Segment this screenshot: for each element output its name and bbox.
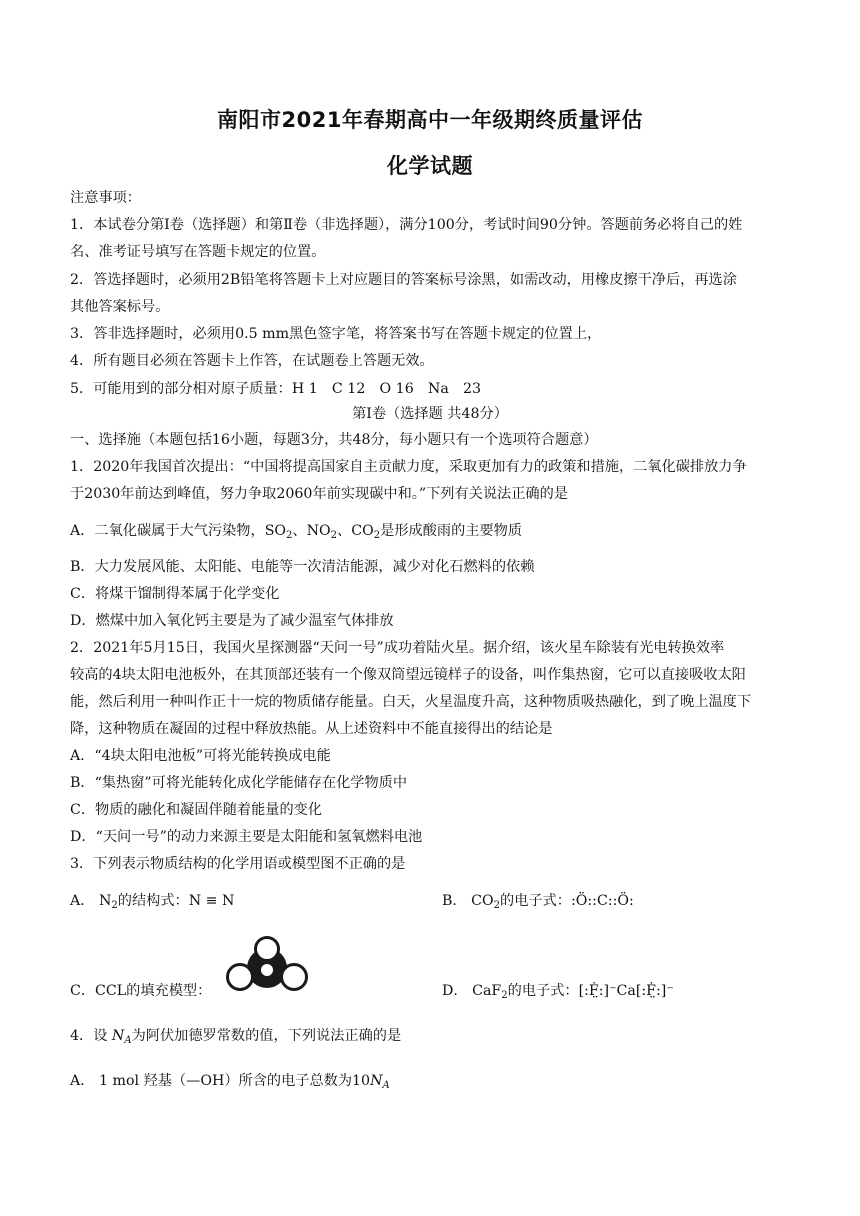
q2-stem: 2．2021年5月15日，我国火星探测器“天问一号”成功着陆火星。据介绍，该火星车除装有光电转换效率 xyxy=(70,640,725,656)
q2-stem: 能，然后利用一种叫作正十一烷的物质储存能量。白天，火星温度升高，这种物质吸热融化，到了晚上温度下 xyxy=(70,694,752,710)
notice-line: 5．可能用到的部分相对原子质量：H 1 C 12 O 16 Na 23 xyxy=(70,381,482,397)
notice-line: 4．所有题目必须在答题卡上作答，在试题卷上答题无效。 xyxy=(70,353,434,369)
notice-line: 1．本试卷分第Ⅰ卷（选择题）和第Ⅱ卷（非选择题），满分100分，考试时间90分钟。答题前务必将自己的姓 xyxy=(70,217,743,233)
q1-stem: 于2030年前达到峰值，努力争取2060年前实现碳中和。”下列有关说法正确的是 xyxy=(70,486,568,502)
q3-option-d: D． CaF$_2$的电子式：[:Ḟ̤:]⁻Ca[:Ḟ̤:]⁻ xyxy=(442,983,674,1001)
top-atom xyxy=(256,938,279,961)
q1-stem: 1．2020年我国首次提出：“中国将提高国家自主贡献力度，采取更加有力的政策和措施，二氧化碳排放力争 xyxy=(70,459,747,475)
q3-stem: 3．下列表示物质结构的化学用语或模型图不正确的是 xyxy=(70,856,406,872)
q2-stem: 降，这种物质在凝固的过程中释放热能。从上述资料中不能直接得出的结论是 xyxy=(70,721,553,737)
q1-option-a: A．二氧化碳属于大气污染物，$SO_2$、$NO_2$、$CO_2$是形成酸雨的主要物质 xyxy=(70,523,523,541)
notice-line: 3．答非选择题时，必须用0.5 mm黑色签字笔，将答案书写在答题卡规定的位置上， xyxy=(70,326,602,342)
q3-options-row xyxy=(70,891,792,916)
section-title: 第Ⅰ卷（选择题 共48分） xyxy=(352,406,508,422)
q1-option-c: C．将煤干馏制得苯属于化学变化 xyxy=(70,586,280,602)
q2-stem: 较高的4块太阳电池板外，在其顶部还装有一个像双筒望远镜样子的设备，叫作集热窗，它可以直接吸收太阳 xyxy=(70,667,746,683)
q4-option-a: A． 1 mol 羟基（—OH）所含的电子总数为$10N_A$ xyxy=(70,1073,390,1091)
q3-option-a: A． $N_2$的结构式：N ≡ N xyxy=(70,893,235,911)
notice-line: 2．答选择题时，必须用2B铅笔将答题卡上对应题目的答案标号涂黑，如需改动，用橡皮擦干净后，再选涂 xyxy=(70,272,737,288)
q2-option-a: A．“4块太阳电池板”可将光能转换成电能 xyxy=(70,748,331,764)
notice-line: 其他答案标号。 xyxy=(70,299,170,315)
front-atom xyxy=(260,963,274,977)
q2-option-c: C．物质的融化和凝固伴随着能量的变化 xyxy=(70,802,323,818)
q3-options-row xyxy=(70,981,792,1001)
q2-option-b: B．“集热窗”可将光能转化成化学能储存在化学物质中 xyxy=(70,775,408,791)
q3-option-c: C．CCL的填充模型： xyxy=(70,983,212,999)
section-instruction: 一、选择施（本题包括16小题，每题3分，共48分，每小题只有一个选项符合题意） xyxy=(70,432,598,448)
exam-title: 南阳市2021年春期高中一年级期终质量评估 xyxy=(217,108,643,132)
notice-line: 名、准考证号填写在答题卡规定的位置。 xyxy=(70,244,326,260)
q1-option-b: B．大力发展风能、太阳能、电能等一次清洁能源，减少对化石燃料的依赖 xyxy=(70,559,535,575)
q3-option-b: B． $CO_2$的电子式：:Ö::C::Ö: xyxy=(442,893,634,911)
exam-subtitle: 化学试题 xyxy=(387,154,473,178)
q1-option-d: D．燃煤中加入氧化钙主要是为了减少温室气体排放 xyxy=(70,613,394,629)
q2-option-d: D．“天问一号”的动力来源主要是太阳能和氢氧燃料电池 xyxy=(70,829,423,845)
notice-heading: 注意事项： xyxy=(70,190,141,206)
q4-stem: 4．设 $N_A$为阿伏加德罗常数的值，下列说法正确的是 xyxy=(70,1028,402,1046)
